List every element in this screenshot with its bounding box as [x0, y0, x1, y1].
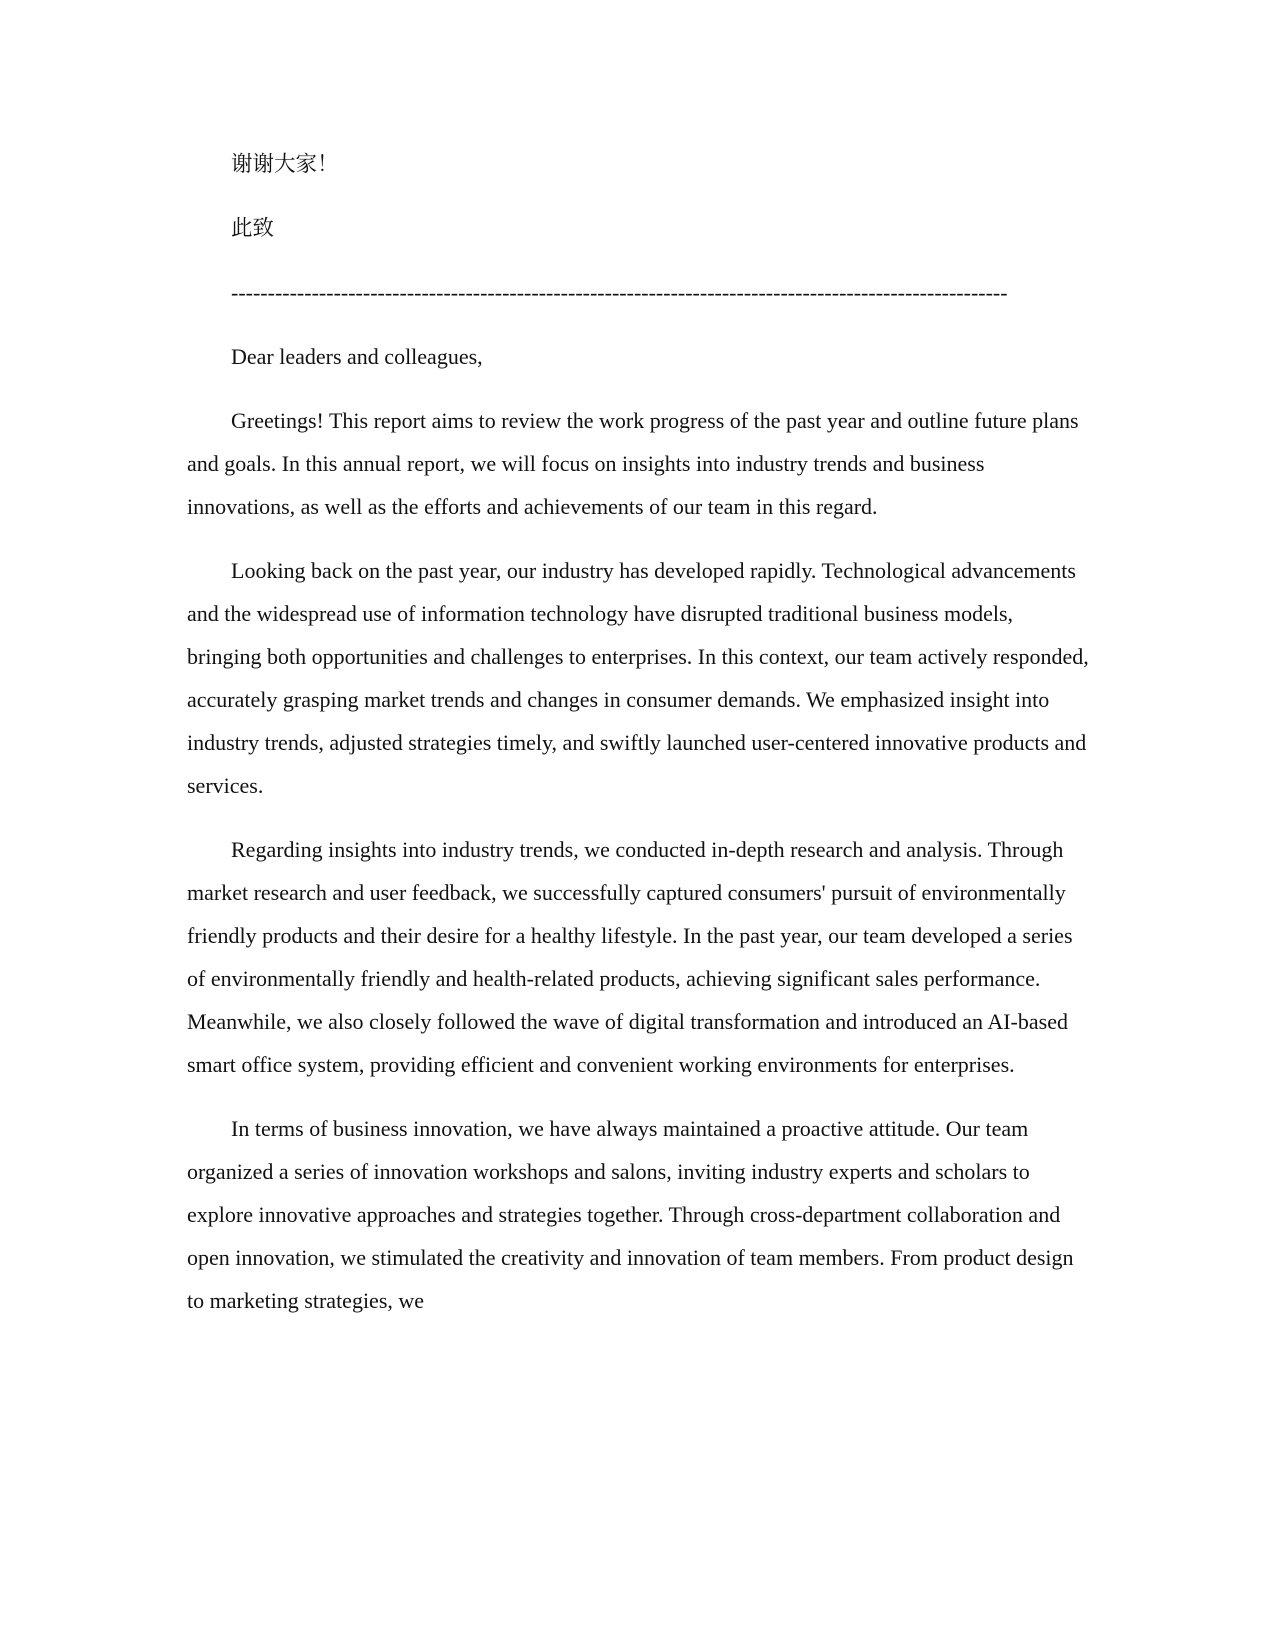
thanks-line: 谢谢大家！ [231, 152, 339, 177]
paragraph-looking-back: Looking back on the past year, our industry has developed rapidly. Technological advancements and the widespread use of information technology have disrupted traditional business models, bringing both opportunities and challenges to enterprises. In this context, our team actively responded, accurately grasping market trends and changes in consumer demands. We emphasized insight into industry trends, adjusted strategies timely, and swiftly launched user-centered innovative products and services. [187, 558, 1089, 798]
paragraph-industry-trends: Regarding insights into industry trends, we conducted in-depth research and analysis. Through market research and user feedback, we successfully captured consumers' pursuit of environmentally friendly products and their desire for a healthy lifestyle. In the past year, our team developed a series of environmentally friendly and health-related products, achieving significant sales performance. Meanwhile, we also closely followed the wave of digital transformation and introduced an AI-based smart office system, providing efficient and convenient working environments for enterprises. [187, 837, 1073, 1077]
paragraph-business-innovation: In terms of business innovation, we have always maintained a proactive attitude. Our team organized a series of innovation workshops and salons, inviting industry experts and scholars to explore innovative approaches and strategies together. Through cross-department collaboration and open innovation, we stimulated the creativity and innovation of team members. From product design to marketing strategies, we [187, 1116, 1074, 1313]
salutation: Dear leaders and colleagues, [231, 344, 483, 369]
document-body [187, 143, 1090, 1343]
separator-line: ---------------------------------------------------------------------------------------------------------- [231, 280, 1008, 305]
closing-line: 此致 [231, 216, 275, 241]
paragraph-greetings: Greetings! This report aims to review the work progress of the past year and outline future plans and goals. In this annual report, we will focus on insights into industry trends and business innovations, as well as the efforts and achievements of our team in this regard. [187, 408, 1079, 519]
